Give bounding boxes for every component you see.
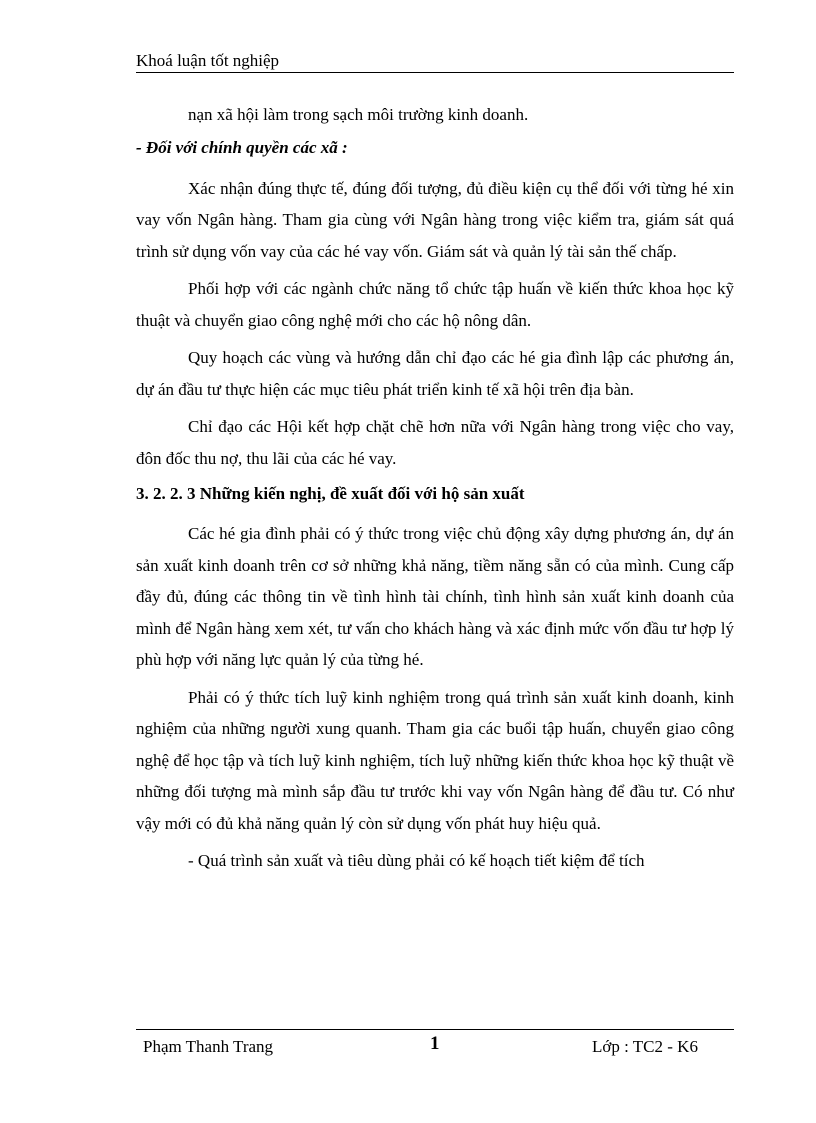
- paragraph: Phải có ý thức tích luỹ kinh nghiệm trong quá trình sản xuất kinh doanh, kinh nghiệm của những người xung quanh. Tham gia các buổi tập huấn, chuyển giao công nghệ để học tập và tích luỹ kinh nghiệm, tích luỹ những kiến thức khoa học kỹ thuật về những đối tượng mà mình sắp đầu tư trước khi vay vốn Ngân hàng để đầu tư. Có như vậy mới có đủ khả năng quản lý còn sử dụng vốn phát huy hiệu quả.: [136, 687, 734, 833]
- page-number: 1: [430, 1033, 440, 1054]
- subheading-local-government: - Đối với chính quyền các xã :: [136, 137, 348, 157]
- paragraph: Xác nhận đúng thực tế, đúng đối tượng, đủ điều kiện cụ thể đối với từng hé xin vay vốn Ngân hàng. Tham gia cùng với Ngân hàng trong việc kiểm tra, giám sát quá trình sử dụng vốn vay của các hé vay vốn. Giám sát và quản lý tài sản thế chấp.: [136, 178, 734, 261]
- section-heading: 3. 2. 2. 3 Những kiến nghị, đề xuất đối với hộ sản xuất: [136, 484, 525, 503]
- header-rule: [136, 72, 734, 73]
- paragraph: Quy hoạch các vùng và hướng dẫn chỉ đạo các hé gia đình lập các phương án, dự án đầu tư thực hiện các mục tiêu phát triển kinh tế xã hội trên địa bàn.: [136, 348, 734, 399]
- running-header: Khoá luận tốt nghiệp: [136, 51, 280, 70]
- paragraph: Chỉ đạo các Hội kết hợp chặt chẽ hơn nữa với Ngân hàng trong việc cho vay, đôn đốc thu nợ, thu lãi của các hé vay.: [136, 417, 734, 468]
- continuation-line: nạn xã hội làm trong sạch môi trường kinh doanh.: [188, 105, 529, 124]
- page-body: [136, 99, 734, 877]
- paragraph: Phối hợp với các ngành chức năng tổ chức tập huấn về kiến thức khoa học kỹ thuật và chuyển giao công nghệ mới cho các hộ nông dân.: [136, 279, 734, 330]
- footer-rule: [136, 1029, 734, 1030]
- footer-author: Phạm Thanh Trang: [143, 1037, 274, 1056]
- paragraph: - Quá trình sản xuất và tiêu dùng phải có kế hoạch tiết kiệm để tích: [188, 851, 645, 870]
- paragraph: Các hé gia đình phải có ý thức trong việc chủ động xây dựng phương án, dự án sản xuất kinh doanh trên cơ sở những khả năng, tiềm năng sẵn có của mình. Cung cấp đầy đủ, đúng các thông tin về tình hình tài chính, tình hình sản xuất kinh doanh của mình để Ngân hàng xem xét, tư vấn cho khách hàng và xác định mức vốn đầu tư hợp lý phù hợp với năng lực quản lý của từng hé.: [136, 524, 734, 669]
- footer-class: Lớp : TC2 - K6: [592, 1037, 698, 1056]
